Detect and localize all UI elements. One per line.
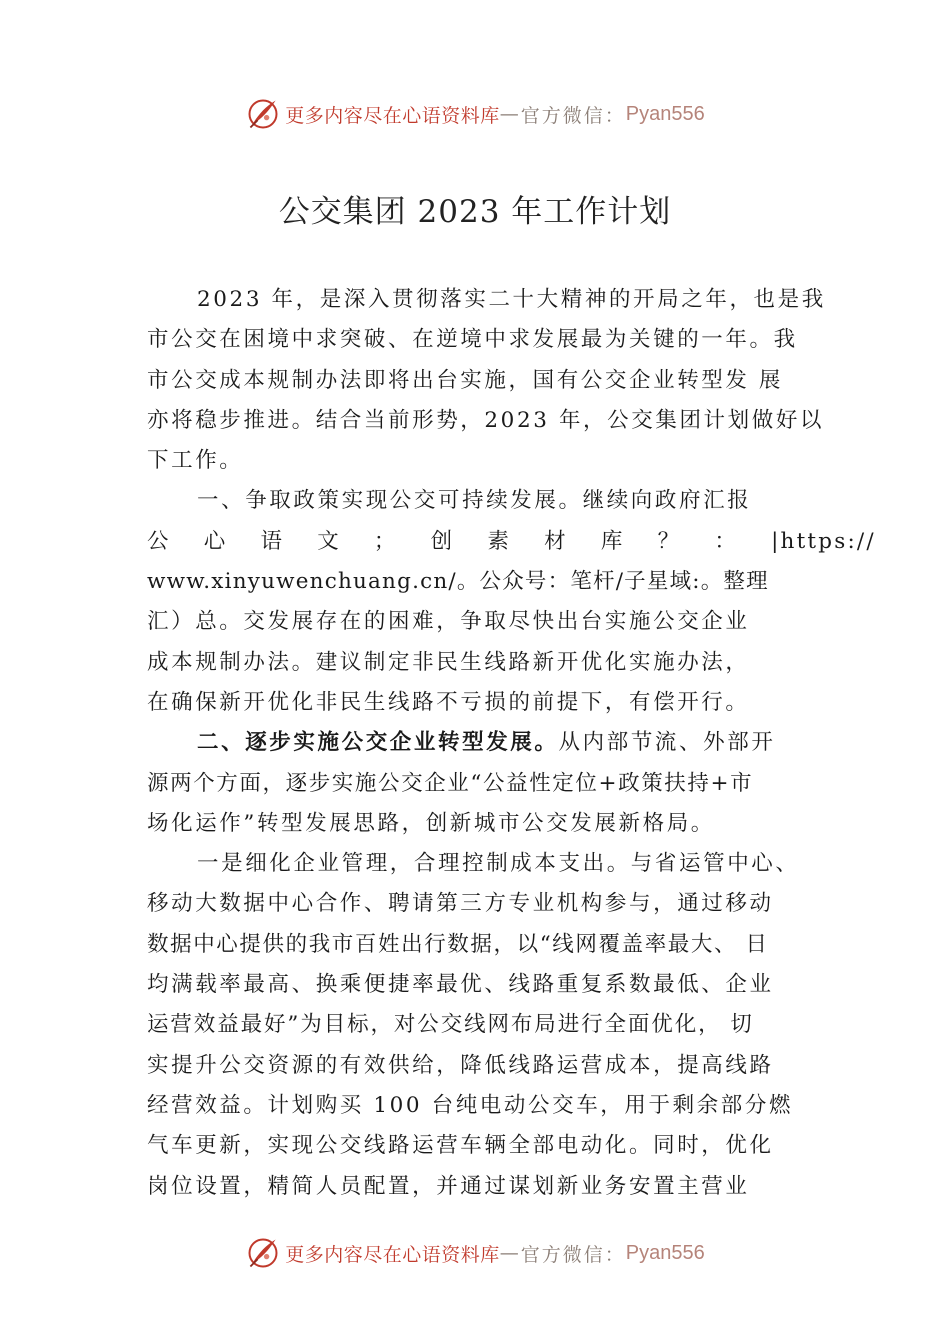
document-body bbox=[147, 280, 876, 1207]
text-line: 经营效益。计划购买 100 台纯电动公交车，用于剩余部分燃 bbox=[147, 1092, 794, 1118]
text-line: 移动大数据中心合作、聘请第三方专业机构参与，通过移动 bbox=[147, 891, 774, 917]
text-line: 公 心 语 文 ； 创 素 材 库 ？ ： |https:// bbox=[147, 528, 876, 554]
text-line: 在确保新开优化非民生线路不亏损的前提下，有偿开行。 bbox=[147, 689, 750, 715]
footer-banner bbox=[0, 1233, 950, 1273]
text-line: 源两个方面，逐步实施公交企业“公益性定位+政策扶持+市 bbox=[147, 770, 754, 796]
text-line: 一、争取政策实现公交可持续发展。继续向政府汇报 bbox=[197, 488, 752, 514]
banner-wechat-label: 官方微信： bbox=[520, 1243, 626, 1266]
section-heading: 二、逐步实施公交企业转型发展。 bbox=[197, 730, 559, 756]
header-banner bbox=[0, 94, 950, 134]
section-heading-tail: 从内部节流、外部开 bbox=[558, 730, 776, 756]
text-line: 一是细化企业管理，合理控制成本支出。与省运管中心、 bbox=[197, 851, 800, 877]
quill-logo-icon bbox=[245, 96, 281, 132]
text-line: www.xinyuwenchuang.cn/。公众号：笔杆/子星域:。整理 bbox=[147, 569, 769, 595]
banner-wechat-id: Pyan556 bbox=[625, 102, 705, 125]
text-line: 实提升公交资源的有效供给，降低线路运营成本，提高线路 bbox=[147, 1052, 774, 1078]
quill-logo-icon bbox=[245, 1235, 281, 1271]
text-line: 2023 年，是深入贯彻落实二十大精神的开局之年，也是我 bbox=[197, 287, 826, 312]
text-line: 亦将稳步推进。结合当前形势，2023 年，公交集团计划做好以 bbox=[147, 407, 825, 433]
text-line: 下工作。 bbox=[147, 448, 244, 474]
text-line: 岗位设置，精简人员配置，并通过谋划新业务安置主营业 bbox=[147, 1173, 750, 1199]
text-line: 汇）总。交发展存在的困难，争取尽快出台实施公交企业 bbox=[147, 609, 750, 635]
text-line: 均满载率最高、换乘便捷率最优、线路重复系数最低、企业 bbox=[147, 972, 774, 998]
banner-red-text: 更多内容尽在心语资料库 bbox=[285, 104, 500, 127]
text-line: 气车更新，实现公交线路运营车辆全部电动化。同时，优化 bbox=[147, 1133, 774, 1159]
text-line: 市公交在困境中求突破、在逆境中求发展最为关键的一年。我 bbox=[147, 327, 798, 353]
text-line: 场化运作”转型发展思路，创新城市公交发展新格局。 bbox=[147, 810, 715, 836]
document-title: 公交集团 2023 年工作计划 bbox=[278, 194, 672, 230]
banner-wechat-id: Pyan556 bbox=[625, 1241, 705, 1264]
banner-dash: — bbox=[499, 1242, 521, 1264]
text-line-section-two bbox=[147, 723, 817, 763]
banner-red-text: 更多内容尽在心语资料库 bbox=[285, 1243, 500, 1266]
text-line: 成本规制办法。建议制定非民生线路新开优化实施办法， bbox=[147, 649, 750, 675]
text-line: 数据中心提供的我市百姓出行数据，以“线网覆盖率最大、 日 bbox=[147, 931, 769, 957]
text-line: 市公交成本规制办法即将出台实施，国有公交企业转型发 展 bbox=[147, 367, 784, 393]
banner-wechat-label: 官方微信： bbox=[520, 104, 626, 127]
text-line: 运营效益最好”为目标，对公交线网布局进行全面优化， 切 bbox=[147, 1012, 754, 1038]
banner-dash: — bbox=[499, 103, 521, 125]
